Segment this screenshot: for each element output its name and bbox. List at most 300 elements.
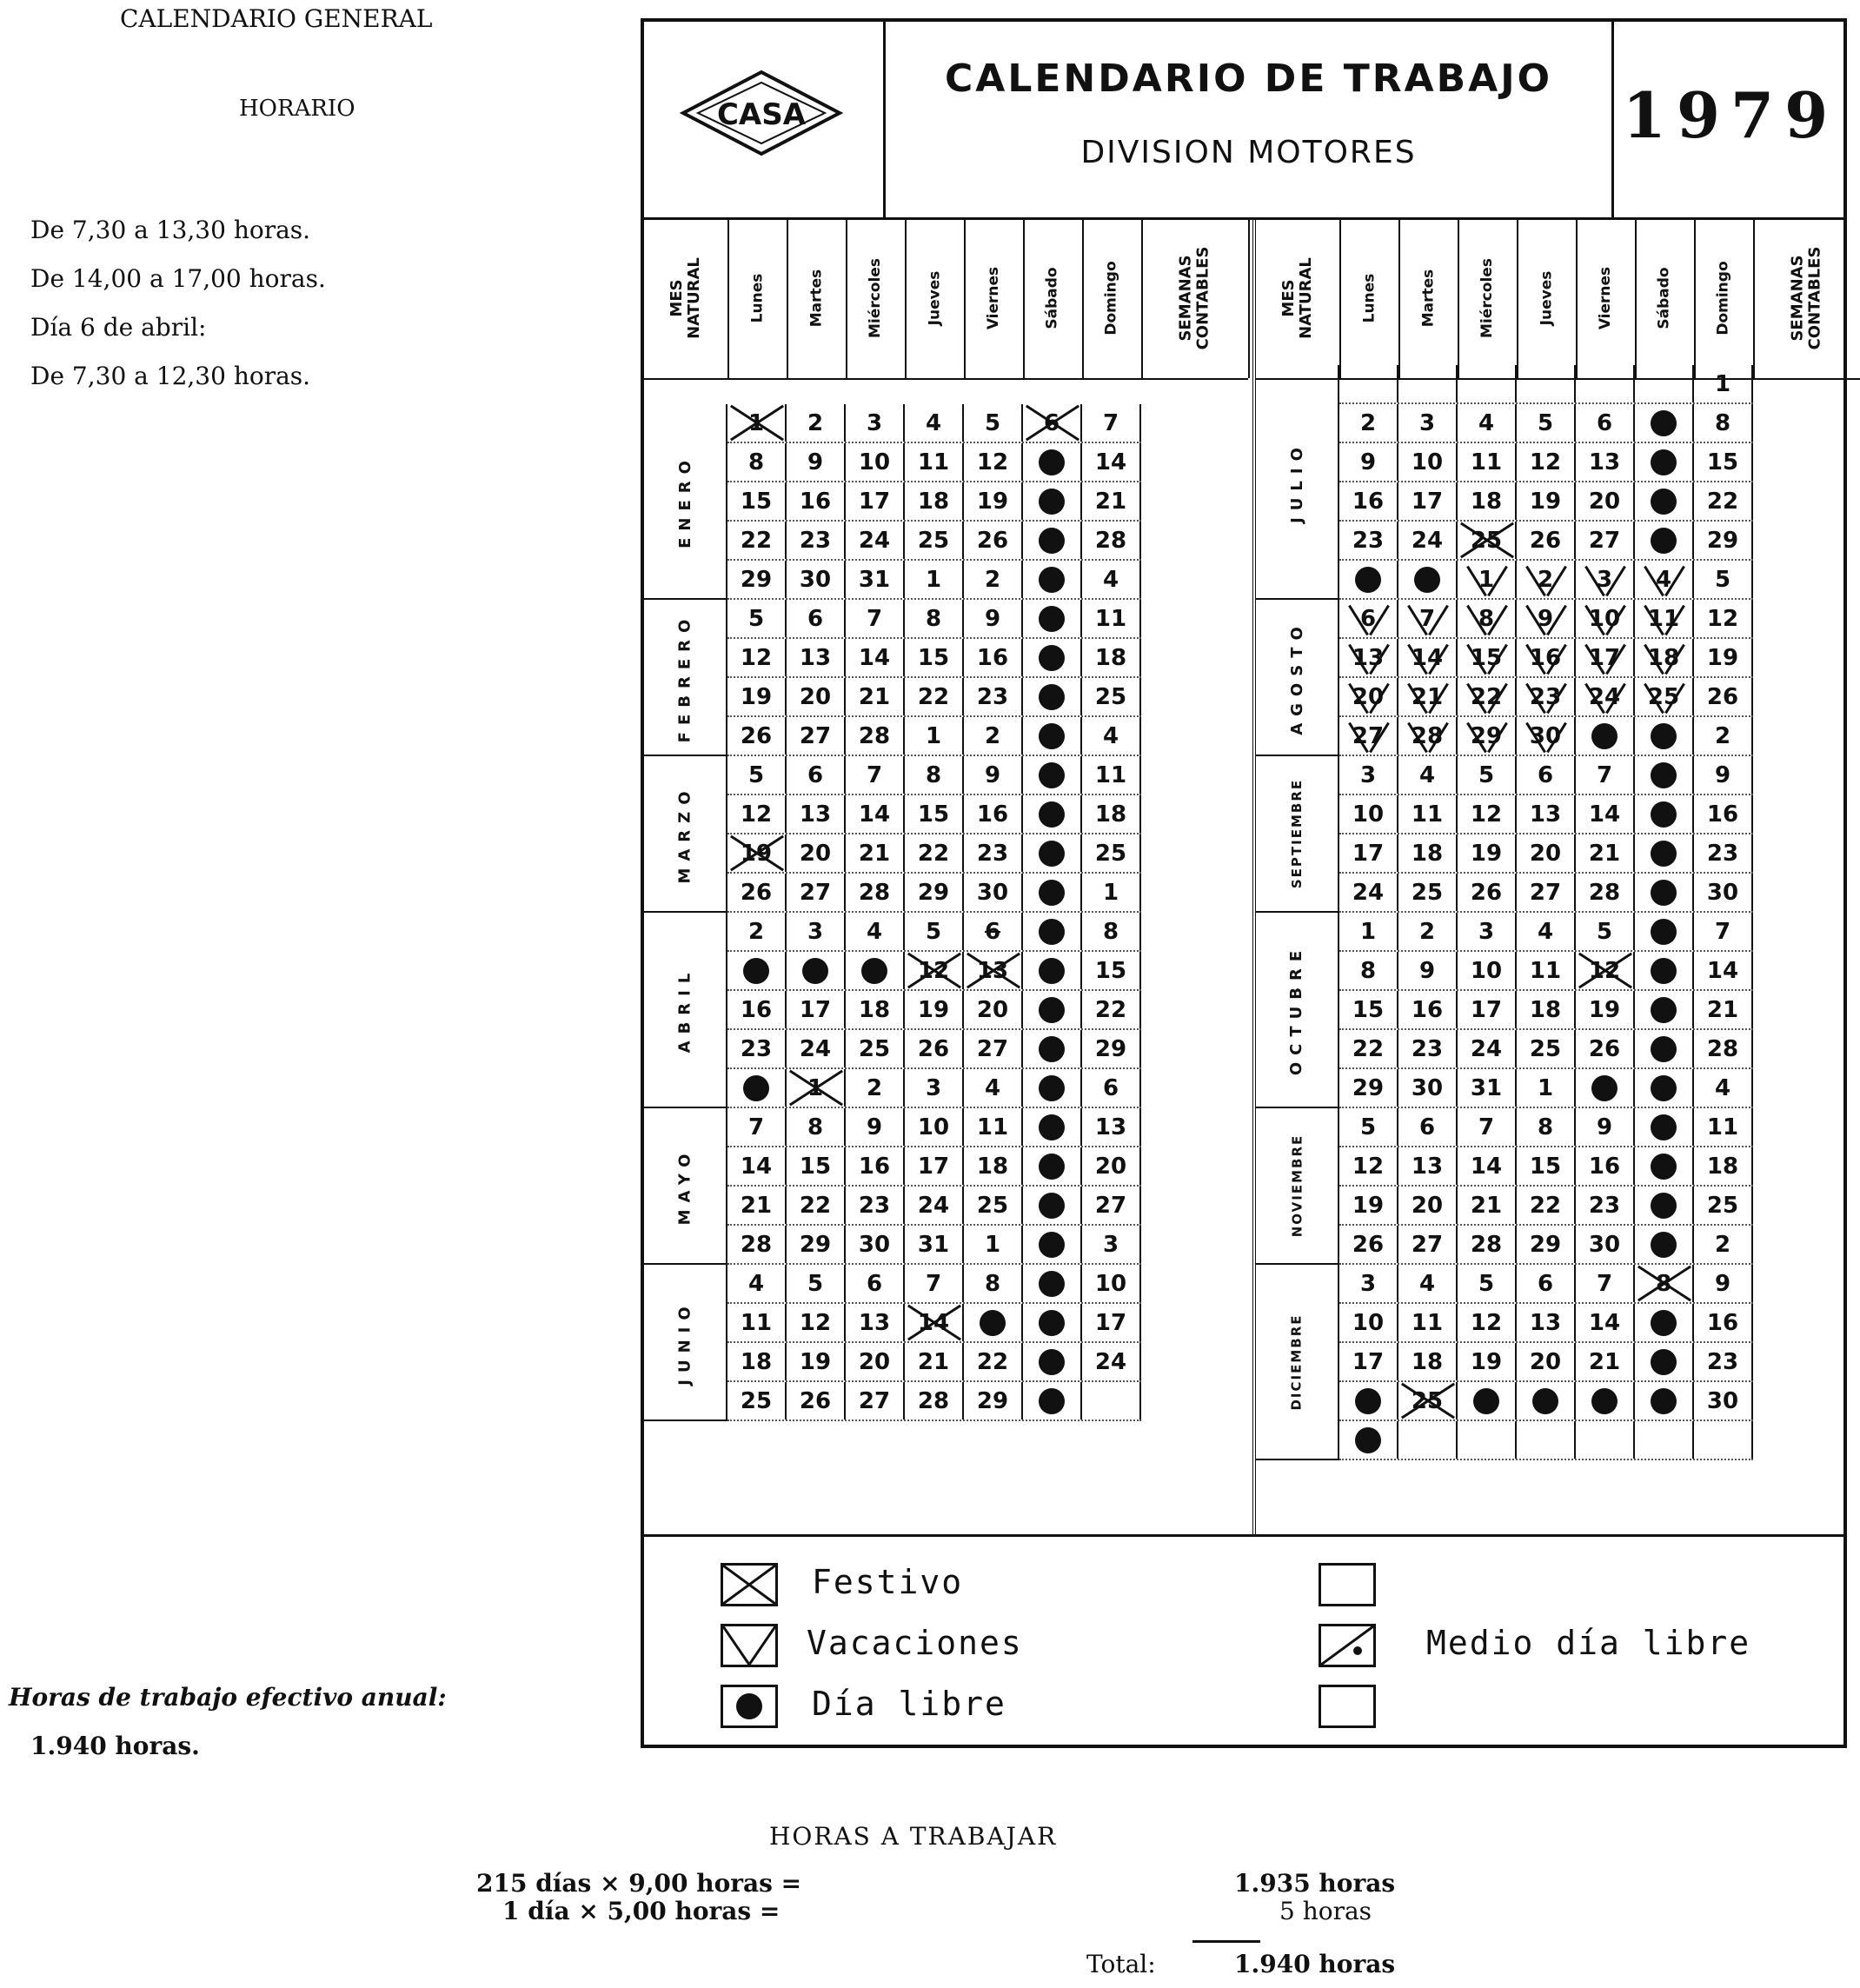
day-cell: 7 xyxy=(727,1108,787,1146)
day-cell: 11 xyxy=(1082,600,1141,637)
free-day-dot-icon xyxy=(1039,528,1065,554)
day-cell: 27 xyxy=(846,1382,905,1420)
week-row xyxy=(1339,561,1753,600)
vacation-cell: 8 xyxy=(1458,600,1517,637)
day-cell: 1 xyxy=(1339,913,1398,950)
day-cell: 20 xyxy=(1517,1343,1576,1380)
festivo-legend-label: Festivo xyxy=(812,1563,964,1601)
day-cell: 16 xyxy=(964,795,1023,833)
week-row xyxy=(1339,1147,1753,1187)
day-cell: 27 xyxy=(787,874,846,911)
day-cell: 18 xyxy=(1694,1147,1753,1185)
vacaciones-legend-icon xyxy=(721,1624,778,1667)
week-row xyxy=(1339,1382,1753,1421)
day-cell: 5 xyxy=(1694,561,1753,598)
free-day-cell xyxy=(846,952,905,989)
free-day-cell xyxy=(1023,991,1082,1028)
free-day-dot-icon xyxy=(1651,1154,1677,1180)
free-day-cell xyxy=(1023,1069,1082,1107)
day-cell: 13 xyxy=(846,1304,905,1341)
day-cell: 25 xyxy=(1517,1030,1576,1067)
free-day-cell xyxy=(1023,913,1082,950)
free-day-cell xyxy=(1635,1147,1694,1185)
hours-to-work-title: HORAS A TRABAJAR xyxy=(769,1822,1058,1851)
day-cell xyxy=(1635,365,1694,402)
day-cell: 12 xyxy=(1694,600,1753,637)
day-cell: 16 xyxy=(787,482,846,520)
vacation-cell: 3 xyxy=(1576,561,1635,598)
week-row xyxy=(727,443,1141,482)
day-cell: 24 xyxy=(1398,522,1458,559)
free-day-cell xyxy=(1635,952,1694,989)
day-cell: 16 xyxy=(1339,482,1398,520)
month-label-marzo xyxy=(644,756,727,913)
free-day-dot-icon xyxy=(1651,997,1677,1023)
day-cell: 19 xyxy=(787,1343,846,1380)
free-day-dot-icon xyxy=(1532,1388,1558,1414)
day-cell: 3 xyxy=(1339,756,1398,794)
free-day-cell xyxy=(727,1069,787,1107)
free-day-dot-icon xyxy=(980,1310,1006,1336)
free-day-cell xyxy=(1635,1069,1694,1107)
free-day-cell xyxy=(1023,561,1082,598)
day-cell: 8 xyxy=(787,1108,846,1146)
day-cell: 2 xyxy=(727,913,787,950)
day-cell: 7 xyxy=(1576,756,1635,794)
day-cell: 2 xyxy=(787,404,846,442)
day-cell: 13 xyxy=(787,639,846,676)
total-value: 1.940 horas xyxy=(1234,1950,1396,1978)
day-cell: 2 xyxy=(1694,717,1753,755)
day-cell: 8 xyxy=(727,443,787,481)
free-day-cell xyxy=(1635,795,1694,833)
free-day-dot-icon xyxy=(1414,567,1440,593)
casa-logo-icon xyxy=(679,65,844,161)
day-cell: 19 xyxy=(1517,482,1576,520)
right-col-header-label-0: MES NATURAL xyxy=(1279,256,1315,339)
day-cell: 29 xyxy=(1339,1069,1398,1107)
week-row xyxy=(1339,1343,1753,1382)
free-day-dot-icon xyxy=(1039,1193,1065,1219)
day-cell: 20 xyxy=(1576,482,1635,520)
day-cell: 18 xyxy=(727,1343,787,1380)
day-cell: 27 xyxy=(1576,522,1635,559)
day-cell: 15 xyxy=(905,795,964,833)
day-cell: 22 xyxy=(905,834,964,872)
schedule-line-3: Día 6 de abril: xyxy=(30,313,207,342)
day-cell: 11 xyxy=(905,443,964,481)
day-cell: 12 xyxy=(727,639,787,676)
week-row xyxy=(1339,1187,1753,1226)
day-cell: 28 xyxy=(1082,522,1141,559)
week-row xyxy=(727,1069,1141,1108)
week-row xyxy=(727,874,1141,913)
day-cell: 29 xyxy=(1082,1030,1141,1067)
vacation-cell: 1 xyxy=(1458,561,1517,598)
day-cell: 3 xyxy=(1339,1265,1398,1302)
day-cell: 20 xyxy=(1517,834,1576,872)
day-cell: 5 xyxy=(1517,404,1576,442)
day-cell: 13 xyxy=(1398,1147,1458,1185)
vacation-cell: 25 xyxy=(1635,678,1694,715)
day-cell: 8 xyxy=(905,600,964,637)
month-label-mayo xyxy=(644,1108,727,1265)
day-cell: 2 xyxy=(1398,913,1458,950)
right-col-header-5 xyxy=(1576,217,1637,378)
day-cell: 20 xyxy=(787,834,846,872)
general-calendar-title: CALENDARIO GENERAL xyxy=(120,4,433,33)
day-cell: 30 xyxy=(1694,874,1753,911)
week-row xyxy=(1339,404,1753,443)
free-day-dot-icon xyxy=(1651,1114,1677,1140)
day-cell: 30 xyxy=(1576,1226,1635,1263)
day-cell xyxy=(1398,365,1458,402)
day-cell: 1 xyxy=(1517,1069,1576,1107)
day-cell: 18 xyxy=(964,1147,1023,1185)
free-day-cell xyxy=(1023,1304,1082,1341)
free-day-cell xyxy=(1023,600,1082,637)
free-day-dot-icon xyxy=(1651,410,1677,436)
day-cell xyxy=(1458,1421,1517,1459)
vacation-cell: 7 xyxy=(1398,600,1458,637)
week-row xyxy=(727,482,1141,522)
vacation-cell: 30 xyxy=(1517,717,1576,755)
free-day-cell xyxy=(1023,795,1082,833)
day-cell: 29 xyxy=(1694,522,1753,559)
day-cell: 7 xyxy=(1576,1265,1635,1302)
day-cell: 17 xyxy=(1458,991,1517,1028)
free-day-cell xyxy=(1023,717,1082,755)
day-cell: 5 xyxy=(1339,1108,1398,1146)
day-cell: 20 xyxy=(1082,1147,1141,1185)
free-day-dot-icon xyxy=(1651,880,1677,906)
month-name: MARZO xyxy=(675,783,694,884)
free-day-cell xyxy=(1635,522,1694,559)
day-cell: 10 xyxy=(846,443,905,481)
day-cell: 2 xyxy=(1339,404,1398,442)
day-cell: 23 xyxy=(964,678,1023,715)
week-row xyxy=(1339,991,1753,1030)
free-day-cell xyxy=(1339,1382,1398,1420)
day-cell: 27 xyxy=(1398,1226,1458,1263)
week-row xyxy=(727,913,1141,952)
day-cell: 31 xyxy=(905,1226,964,1263)
free-day-dot-icon xyxy=(1039,958,1065,984)
free-day-dot-icon xyxy=(1039,1036,1065,1062)
day-cell: 11 xyxy=(1694,1108,1753,1146)
holiday-cell: 1 xyxy=(787,1069,846,1107)
month-name: MAYO xyxy=(675,1147,694,1225)
day-cell: 21 xyxy=(1576,1343,1635,1380)
day-cell xyxy=(1635,1421,1694,1459)
day-cell: 23 xyxy=(964,834,1023,872)
day-cell: 5 xyxy=(787,1265,846,1302)
day-cell: 28 xyxy=(1694,1030,1753,1067)
day-cell: 20 xyxy=(787,678,846,715)
week-row xyxy=(1339,1069,1753,1108)
free-day-dot-icon xyxy=(1039,801,1065,828)
hours-line-2-right: 5 horas xyxy=(1279,1897,1372,1925)
day-cell: 14 xyxy=(846,795,905,833)
right-col-header-label-3: Miércoles xyxy=(1478,257,1497,338)
day-cell: 10 xyxy=(1339,1304,1398,1341)
day-cell: 11 xyxy=(1517,952,1576,989)
vacation-cell: 2 xyxy=(1517,561,1576,598)
holiday-cell: 12 xyxy=(1576,952,1635,989)
day-cell: 17 xyxy=(1339,834,1398,872)
day-cell: 9 xyxy=(1694,1265,1753,1302)
week-row xyxy=(1339,1304,1753,1343)
day-cell: 4 xyxy=(1398,1265,1458,1302)
right-col-header-label-2: Martes xyxy=(1419,269,1437,327)
day-cell: 24 xyxy=(787,1030,846,1067)
day-cell: 21 xyxy=(1694,991,1753,1028)
day-cell: 20 xyxy=(964,991,1023,1028)
day-cell: 21 xyxy=(846,678,905,715)
day-cell: 22 xyxy=(964,1343,1023,1380)
week-row xyxy=(727,1304,1141,1343)
right-col-header-label-4: Jueves xyxy=(1538,270,1555,325)
right-col-header-8 xyxy=(1753,217,1860,378)
day-cell: 11 xyxy=(727,1304,787,1341)
day-cell: 21 xyxy=(846,834,905,872)
day-cell: 19 xyxy=(1339,1187,1398,1224)
free-day-dot-icon xyxy=(1355,1427,1381,1453)
week-row xyxy=(1339,1108,1753,1147)
free-day-dot-icon xyxy=(1039,645,1065,671)
day-cell: 14 xyxy=(727,1147,787,1185)
month-name: DICIEMBRE xyxy=(1289,1313,1305,1411)
month-label-abril xyxy=(644,913,727,1108)
free-day-cell xyxy=(1635,1382,1694,1420)
day-cell: 19 xyxy=(905,991,964,1028)
day-cell: 25 xyxy=(846,1030,905,1067)
free-day-cell xyxy=(1023,482,1082,520)
free-day-cell xyxy=(1576,1069,1635,1107)
day-cell: 30 xyxy=(787,561,846,598)
day-cell: 7 xyxy=(1694,913,1753,950)
day-cell: 28 xyxy=(1576,874,1635,911)
free-day-cell xyxy=(1635,1343,1694,1380)
day-cell: 26 xyxy=(905,1030,964,1067)
day-cell: 10 xyxy=(1082,1265,1141,1302)
day-cell: 7 xyxy=(846,756,905,794)
day-cell: 31 xyxy=(1458,1069,1517,1107)
day-cell: 6 xyxy=(846,1265,905,1302)
day-cell: 13 xyxy=(1517,1304,1576,1341)
day-cell: 26 xyxy=(1576,1030,1635,1067)
free-day-cell xyxy=(1023,1147,1082,1185)
day-cell: 12 xyxy=(1517,443,1576,481)
free-day-dot-icon xyxy=(1651,1036,1677,1062)
day-cell: 2 xyxy=(964,561,1023,598)
day-cell: 4 xyxy=(1398,756,1458,794)
day-cell: 16 xyxy=(1398,991,1458,1028)
right-col-header-label-8: SEMANAS CONTABLES xyxy=(1788,246,1824,349)
week-row xyxy=(1339,639,1753,678)
free-day-dot-icon xyxy=(1651,762,1677,788)
day-cell xyxy=(1694,1421,1753,1459)
free-day-dot-icon xyxy=(1591,1388,1618,1414)
week-row xyxy=(727,1187,1141,1226)
day-cell: 2 xyxy=(1694,1226,1753,1263)
week-row xyxy=(727,834,1141,874)
day-cell: 23 xyxy=(727,1030,787,1067)
month-name: AGOSTO xyxy=(1287,619,1306,735)
hours-line-2-left: 1 día × 5,00 horas = xyxy=(502,1897,781,1925)
vacation-cell: 22 xyxy=(1458,678,1517,715)
left-col-header-label-6: Sábado xyxy=(1044,266,1061,329)
day-cell: 17 xyxy=(846,482,905,520)
free-day-dot-icon xyxy=(1591,1075,1618,1101)
day-cell: 19 xyxy=(964,482,1023,520)
day-cell: 18 xyxy=(1082,639,1141,676)
free-day-cell xyxy=(1023,522,1082,559)
free-day-cell xyxy=(1635,1226,1694,1263)
holiday-cell: 19 xyxy=(727,834,787,872)
vacation-cell: 23 xyxy=(1517,678,1576,715)
day-cell: 22 xyxy=(1082,991,1141,1028)
day-cell: 5 xyxy=(1458,756,1517,794)
day-cell: 26 xyxy=(787,1382,846,1420)
week-row xyxy=(1339,874,1753,913)
medio-dia-legend-label: Medio día libre xyxy=(1426,1624,1751,1662)
free-day-dot-icon xyxy=(1473,1388,1499,1414)
day-cell: 25 xyxy=(1082,678,1141,715)
free-day-dot-icon xyxy=(1651,1349,1677,1375)
day-cell: 7 xyxy=(1458,1108,1517,1146)
month-name: OCTUBRE xyxy=(1287,943,1306,1076)
free-day-cell xyxy=(1635,1030,1694,1067)
week-row xyxy=(727,1265,1141,1304)
left-col-header-label-0: MES NATURAL xyxy=(668,256,703,339)
right-col-header-label-6: Sábado xyxy=(1656,266,1673,329)
left-col-header-label-4: Jueves xyxy=(926,270,943,325)
free-day-cell xyxy=(1023,874,1082,911)
calendar-legend xyxy=(644,1534,1843,1750)
free-day-cell xyxy=(1023,639,1082,676)
day-cell: 1 xyxy=(964,1226,1023,1263)
vacaciones-legend-label: Vacaciones xyxy=(807,1624,1023,1662)
vacation-cell: 21 xyxy=(1398,678,1458,715)
free-day-dot-icon xyxy=(743,958,769,984)
day-cell: 15 xyxy=(1517,1147,1576,1185)
vacation-cell: 29 xyxy=(1458,717,1517,755)
day-cell: 14 xyxy=(846,639,905,676)
day-cell: 13 xyxy=(1576,443,1635,481)
free-day-cell xyxy=(1339,1421,1398,1459)
day-cell: 3 xyxy=(1398,404,1458,442)
day-cell: 24 xyxy=(905,1187,964,1224)
free-day-cell xyxy=(1023,1030,1082,1067)
week-row xyxy=(1339,678,1753,717)
week-row xyxy=(727,952,1141,991)
free-day-dot-icon xyxy=(1039,880,1065,906)
right-col-header-7 xyxy=(1694,217,1755,378)
vacation-cell: 11 xyxy=(1635,600,1694,637)
day-cell: 23 xyxy=(1339,522,1398,559)
day-cell: 27 xyxy=(1082,1187,1141,1224)
annual-hours-value: 1.940 horas. xyxy=(30,1732,200,1760)
day-cell: 10 xyxy=(905,1108,964,1146)
day-cell: 18 xyxy=(846,991,905,1028)
month-label-julio xyxy=(1256,365,1339,600)
free-day-cell xyxy=(1023,443,1082,481)
day-cell: 3 xyxy=(905,1069,964,1107)
medio-dia-legend-icon xyxy=(1319,1624,1376,1667)
day-cell: 5 xyxy=(964,404,1023,442)
free-day-dot-icon xyxy=(1651,801,1677,828)
day-cell: 22 xyxy=(905,678,964,715)
vacation-cell: 18 xyxy=(1635,639,1694,676)
vacation-cell: 15 xyxy=(1458,639,1517,676)
day-cell: 28 xyxy=(727,1226,787,1263)
day-cell: 4 xyxy=(1694,1069,1753,1107)
calendar-second-half xyxy=(1252,217,1850,1534)
festivo-legend-icon xyxy=(721,1563,778,1606)
day-cell: 19 xyxy=(1458,1343,1517,1380)
vacation-cell: 27 xyxy=(1339,717,1398,755)
free-day-dot-icon xyxy=(1039,1349,1065,1375)
week-row xyxy=(727,1030,1141,1069)
day-cell: 18 xyxy=(905,482,964,520)
month-name: ABRIL xyxy=(675,966,694,1054)
left-col-header-label-7: Domingo xyxy=(1103,260,1121,336)
day-cell: 23 xyxy=(1694,1343,1753,1380)
day-cell: 1 xyxy=(1694,365,1753,402)
left-col-header-6 xyxy=(1023,217,1084,378)
day-cell: 15 xyxy=(727,482,787,520)
day-cell: 14 xyxy=(1082,443,1141,481)
week-row xyxy=(727,1108,1141,1147)
day-cell: 28 xyxy=(846,717,905,755)
day-cell: 8 xyxy=(1082,913,1141,950)
week-row xyxy=(1339,952,1753,991)
free-day-cell xyxy=(1635,717,1694,755)
vacation-cell: 17 xyxy=(1576,639,1635,676)
left-col-header-0 xyxy=(644,217,729,378)
day-cell: 22 xyxy=(787,1187,846,1224)
left-col-header-4 xyxy=(905,217,966,378)
day-cell: 29 xyxy=(964,1382,1023,1420)
day-cell: 29 xyxy=(1517,1226,1576,1263)
week-row xyxy=(1339,1421,1753,1460)
right-col-header-1 xyxy=(1339,217,1400,378)
free-day-cell xyxy=(1023,1187,1082,1224)
day-cell: 30 xyxy=(964,874,1023,911)
right-col-header-0 xyxy=(1256,217,1341,378)
vacation-cell: 24 xyxy=(1576,678,1635,715)
schedule-heading: HORARIO xyxy=(239,96,355,122)
day-cell: 18 xyxy=(1517,991,1576,1028)
day-cell xyxy=(1517,365,1576,402)
holiday-cell: 14 xyxy=(905,1304,964,1341)
free-day-cell xyxy=(1635,482,1694,520)
day-cell: 4 xyxy=(1517,913,1576,950)
day-cell: 26 xyxy=(964,522,1023,559)
day-cell: 7 xyxy=(1082,404,1141,442)
day-cell: 20 xyxy=(1398,1187,1458,1224)
free-day-cell xyxy=(1023,1108,1082,1146)
month-label-agosto xyxy=(1256,600,1339,756)
day-cell: 8 xyxy=(964,1265,1023,1302)
vacation-cell: 13 xyxy=(1339,639,1398,676)
free-day-dot-icon xyxy=(1039,1075,1065,1101)
day-cell: 17 xyxy=(1398,482,1458,520)
right-col-header-2 xyxy=(1398,217,1459,378)
left-col-header-label-5: Viernes xyxy=(985,266,1003,329)
free-day-cell xyxy=(1635,1187,1694,1224)
